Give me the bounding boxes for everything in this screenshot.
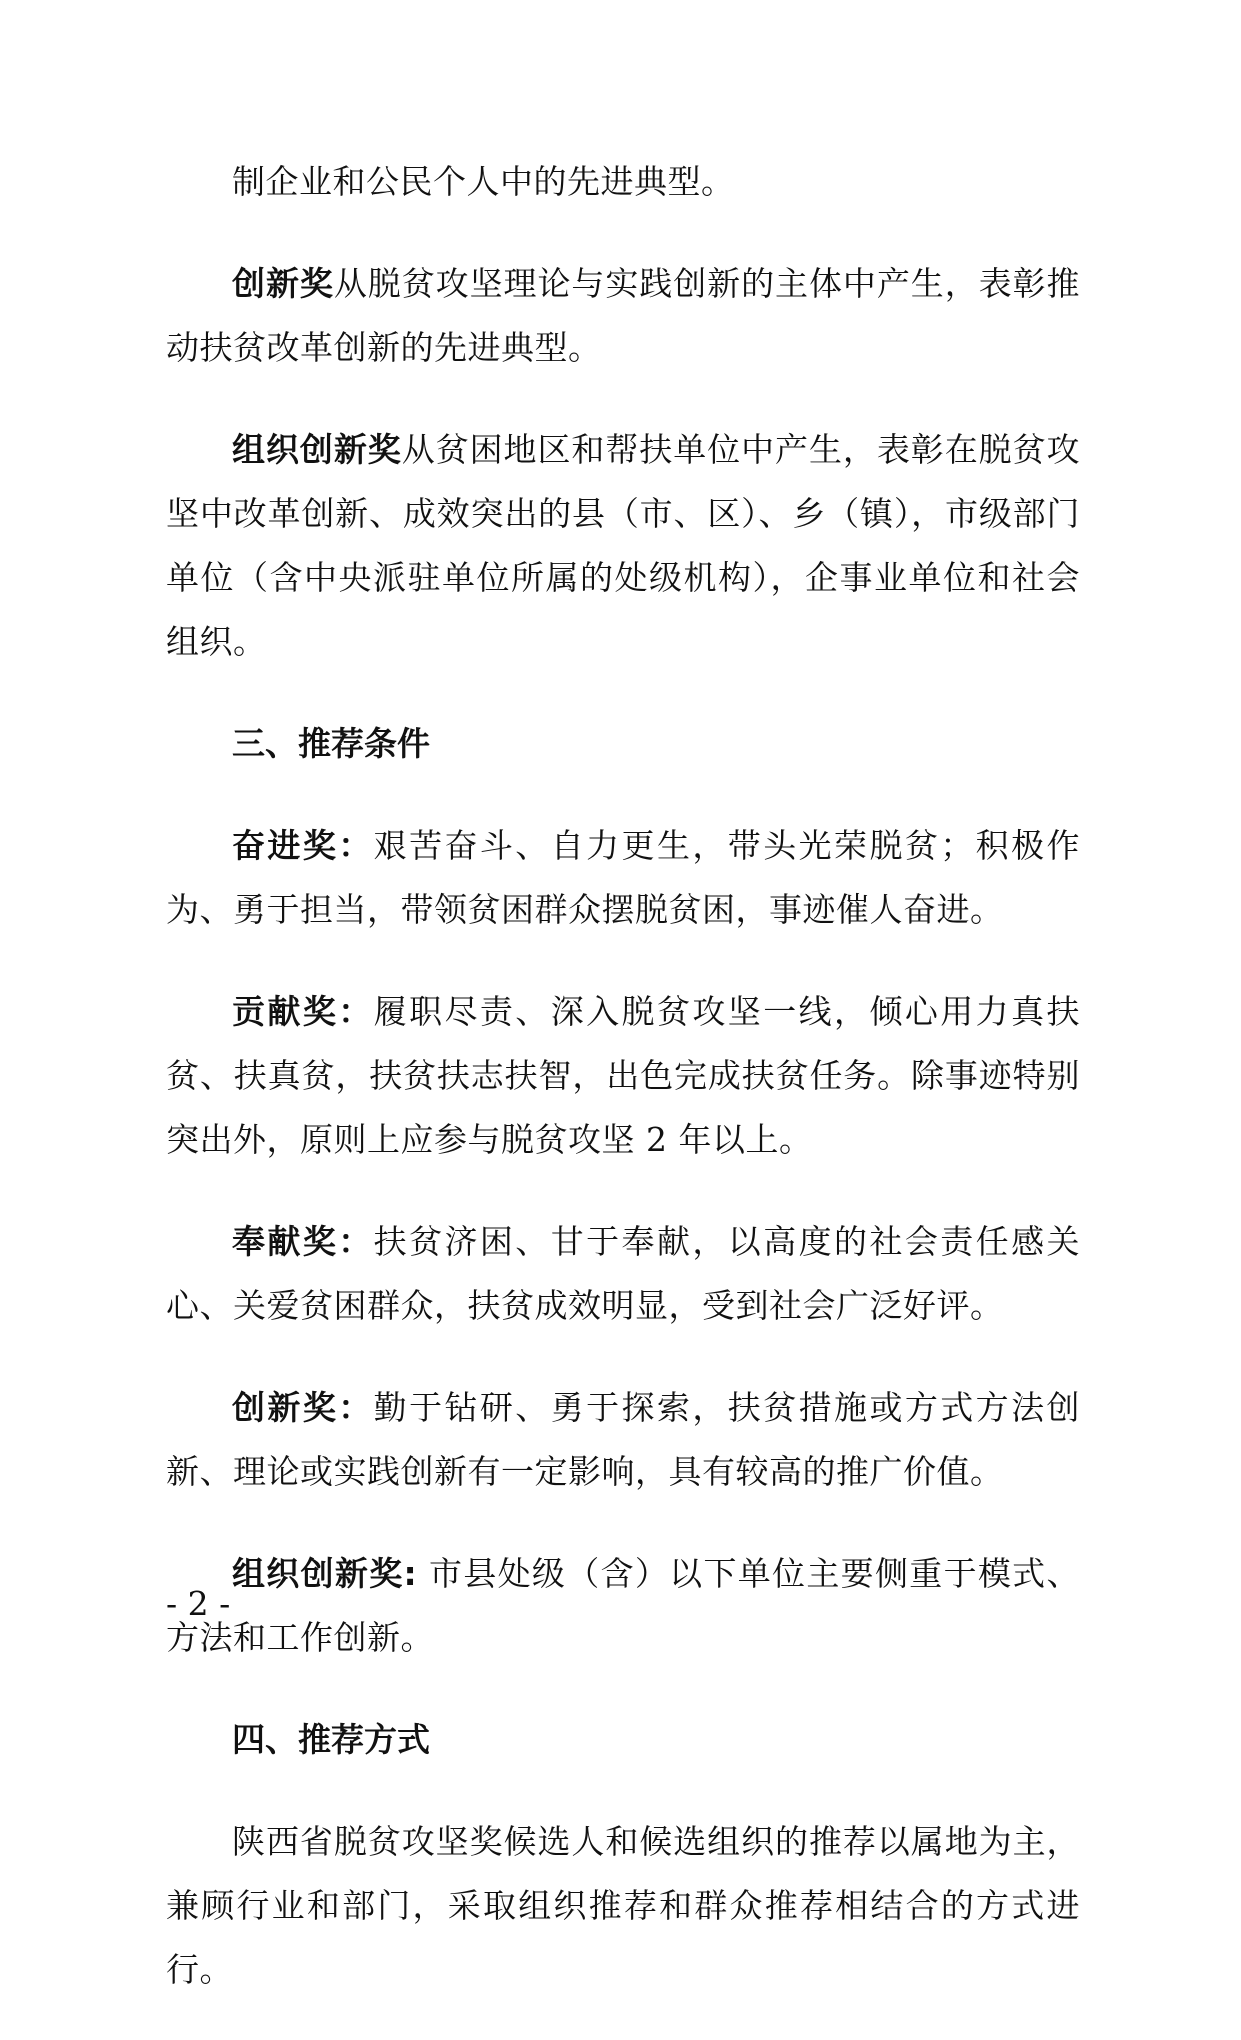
paragraph-innovation-award-criteria <box>166 1376 1080 1504</box>
paragraph-text: 勤于钻研、勇于探索，扶贫措施或方式方法创新、理论或实践创新有一定影响，具有较高的推广价值。 <box>166 1388 1081 1491</box>
paragraph-text: 艰苦奋斗、自力更生，带头光荣脱贫；积极作为、勇于担当，带领贫困群众摆脱贫困，事迹催人奋进。 <box>166 826 1081 929</box>
award-term: 奉献奖： <box>232 1222 374 1261</box>
paragraph-text: 陕西省脱贫攻坚奖候选人和候选组织的推荐以属地为主，兼顾行业和部门，采取组织推荐和群众推荐相结合的方式进行。 <box>166 1822 1080 1989</box>
page-number: - 2 - <box>166 1584 231 1623</box>
paragraph-text: 从脱贫攻坚理论与实践创新的主体中产生，表彰推动扶贫改革创新的先进典型。 <box>166 264 1080 367</box>
paragraph-organization-innovation-award-criteria <box>166 1542 1080 1670</box>
award-term: 创新奖： <box>232 1388 374 1427</box>
paragraph-continuation <box>166 150 1080 214</box>
paragraph-text: 履职尽责、深入脱贫攻坚一线，倾心用力真扶贫、扶真贫，扶贫扶志扶智，出色完成扶贫任务。除事迹特别突出外，原则上应参与脱贫攻坚 2 年以上。 <box>166 992 1081 1159</box>
award-term: 贡献奖： <box>232 992 374 1031</box>
paragraph-organization-innovation-award <box>166 418 1080 674</box>
section-heading-recommendation-conditions: 三、推荐条件 <box>232 724 430 763</box>
paragraph-striving-award <box>166 814 1080 942</box>
document-body <box>166 150 1080 2040</box>
section-heading-recommendation-method: 四、推荐方式 <box>232 1720 430 1759</box>
paragraph-text: 从贫困地区和帮扶单位中产生，表彰在脱贫攻坚中改革创新、成效突出的县（市、区）、乡（镇），市级部门单位（含中央派驻单位所属的处级机构），企事业单位和社会组织。 <box>166 430 1080 661</box>
award-term: 创新奖 <box>232 264 334 303</box>
paragraph-text: 制企业和公民个人中的先进典型。 <box>232 162 735 201</box>
paragraph-innovation-award <box>166 252 1080 380</box>
paragraph-dedication-award <box>166 1210 1080 1338</box>
paragraph-contribution-award <box>166 980 1080 1172</box>
paragraph-recommendation-method <box>166 1810 1080 2002</box>
award-term: 组织创新奖 <box>232 430 402 469</box>
award-term: 奋进奖： <box>232 826 374 865</box>
paragraph-text: 市县处级（含）以下单位主要侧重于模式、方法和工作创新。 <box>166 1554 1080 1657</box>
award-term: 组织创新奖: <box>232 1554 418 1593</box>
paragraph-text: 扶贫济困、甘于奉献，以高度的社会责任感关心、关爱贫困群众，扶贫成效明显，受到社会广泛好评。 <box>166 1222 1081 1325</box>
